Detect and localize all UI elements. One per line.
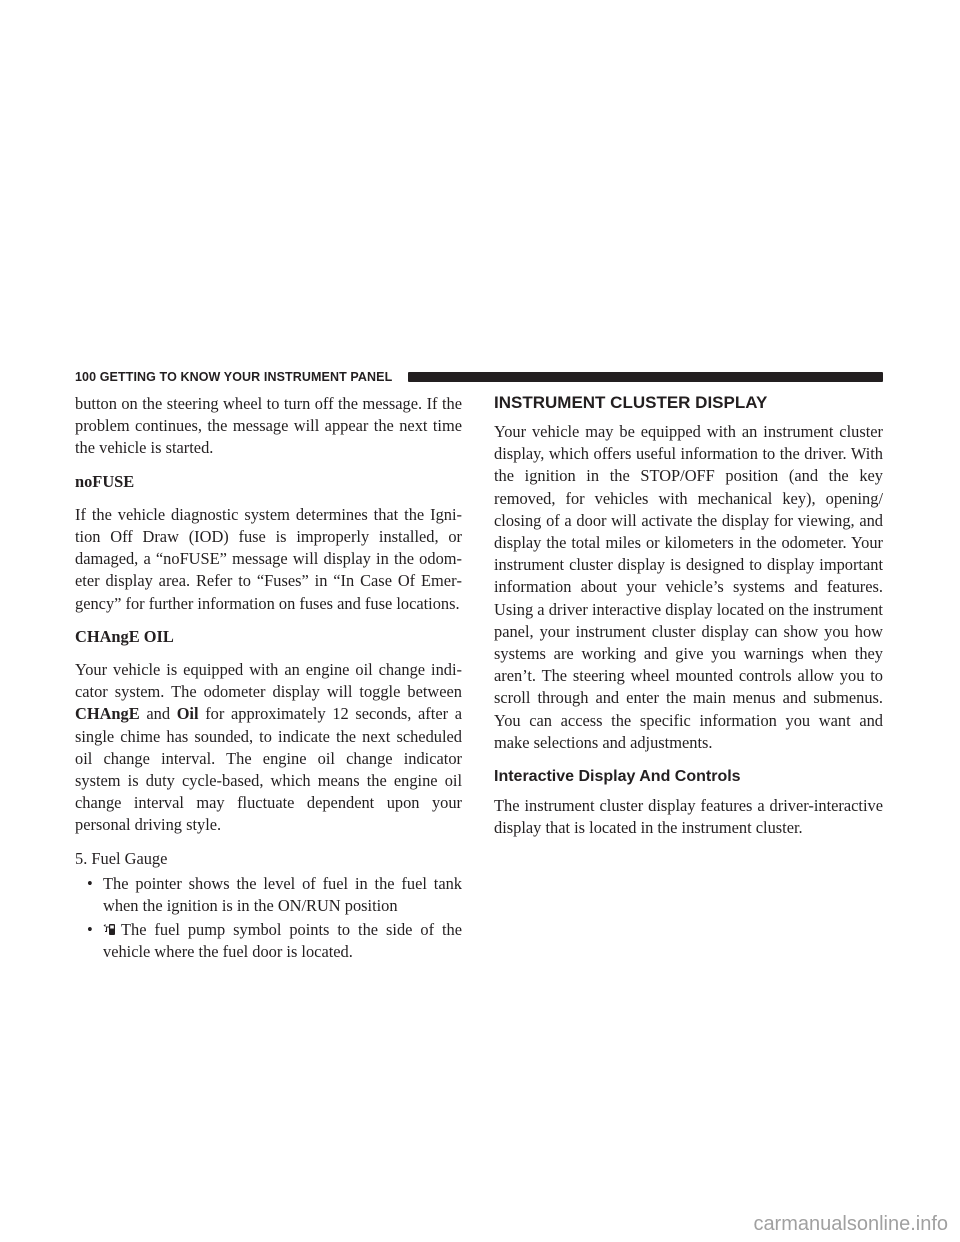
nofuse-body: If the vehicle diagnostic system determines that the Ignition Off Draw (IOD) fuse is improperly installed, or damaged, a “noFUSE” message will display in the odometer display area. Refer to “Fuses” in “In Case Of Emergency” for further information on fuses and fuse locations.: [75, 504, 462, 613]
list-item: [75, 873, 462, 917]
instrument-cluster-display-heading: INSTRUMENT CLUSTER DISPLAY: [494, 393, 768, 412]
page-header: [75, 368, 883, 386]
page-number: 100: [75, 370, 97, 384]
change-keyword: CHAngE: [75, 704, 140, 724]
fuel-gauge-item: 5. Fuel Gauge: [75, 848, 168, 868]
site-watermark: carmanualsonline.info: [753, 1213, 948, 1235]
oil-keyword: Oil: [176, 704, 199, 724]
bullet-text: The pointer shows the level of fuel in the fuel tank when the ignition is in the ON/RUN position: [103, 873, 462, 916]
right-column: [494, 393, 883, 850]
bullet-text: The fuel pump symbol points to the side of the vehicle where the fuel door is located.: [103, 920, 462, 962]
fuel-pump-icon: [103, 922, 117, 936]
header-rule: [408, 372, 883, 382]
bullet-dot: •: [87, 920, 93, 940]
intro-paragraph: button on the steering wheel to turn off the message. If the problem continues, the message will appear the next time the vehicle is started.: [75, 394, 462, 458]
change-oil-text-2: for approximately 12 seconds, after a single chime has sounded, to indicate the next scheduled oil change interval. The engine oil change indicator system is duty cycle-based, which means the engine oil change interval may fluctuate dependent upon your personal driving style.: [75, 704, 462, 835]
interactive-display-body: The instrument cluster display features a driver-interactive display that is located in the instrument cluster.: [494, 796, 883, 838]
bullet-dot: •: [87, 873, 93, 893]
section-title: GETTING TO KNOW YOUR INSTRUMENT PANEL: [99, 370, 393, 384]
change-oil-heading: CHAngE OIL: [75, 626, 174, 646]
change-oil-body: [75, 659, 462, 837]
running-header: [75, 370, 392, 384]
left-column: [75, 393, 462, 966]
list-item: [75, 919, 462, 963]
change-oil-text-1: Your vehicle is equipped with an engine oil change indicator system. The odometer display will toggle between: [75, 660, 462, 702]
interactive-display-heading: Interactive Display And Controls: [494, 768, 741, 786]
change-oil-connector: and: [146, 704, 171, 724]
nofuse-heading: noFUSE: [75, 471, 135, 491]
instrument-cluster-display-body: Your vehicle may be equipped with an instrument cluster display, which offers useful information to the driver. With the ignition in the STOP/OFF position (and the key removed, for vehicles with mechanical key), opening/ closing of a door will activate the display for viewing, and display the total miles or kilometers in the odometer. Your instrument cluster display is designed to display important information about your vehicle’s systems and features. Using a driver interactive display located on the instrument panel, your instrument cluster display can show you how systems are working and give you warnings when they aren’t. The steering wheel mounted controls allow you to scroll through and enter the main menus and submenus. You can access the specific information you want and make selections and adjustments.: [494, 422, 883, 752]
